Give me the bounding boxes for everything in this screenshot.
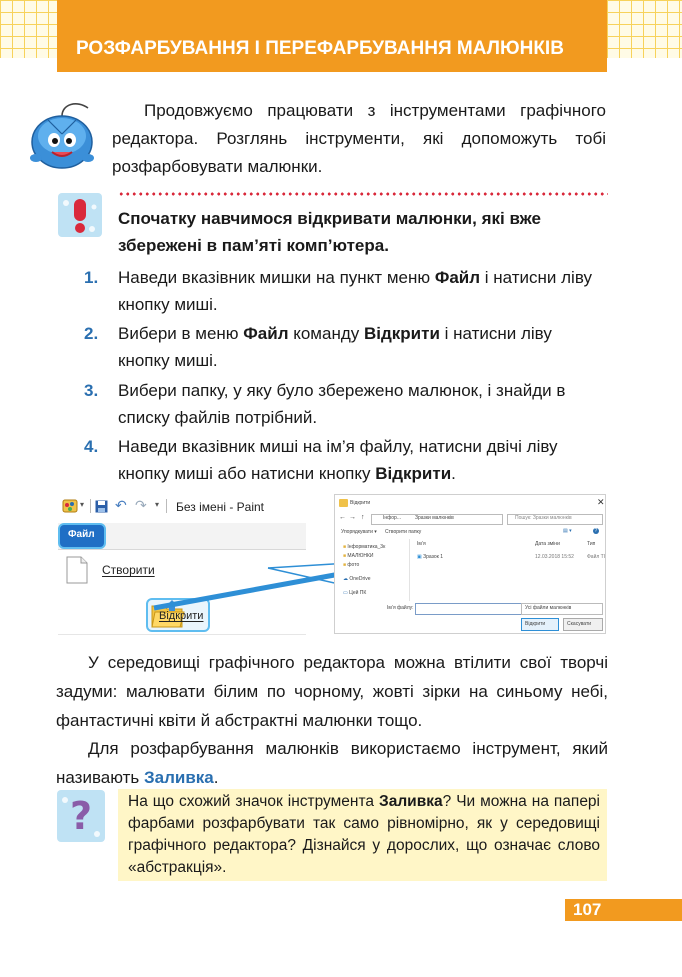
tree-item[interactable]: ■ фото <box>343 562 360 568</box>
cancel-button-label: Скасувати <box>567 621 592 627</box>
open-dialog-screenshot <box>334 494 606 634</box>
header-grid-right <box>607 0 682 58</box>
organize-button[interactable]: Упорядкувати ▾ <box>341 529 377 535</box>
step-2 <box>84 320 608 374</box>
search-placeholder: Пошук: Зразки малюнків <box>515 515 572 521</box>
help-icon[interactable]: ? <box>594 528 598 534</box>
callout-title-line1: Спочатку навчимося відкривати малюнки, які вже <box>118 209 541 228</box>
open-button-label: Відкрити <box>525 621 546 627</box>
intro-text: Продовжуємо працювати з інструментами графічного редактора. Розглянь інструменти, які допоможуть тобі розфарбовувати малюнки. <box>112 101 606 176</box>
forward-icon[interactable]: → <box>349 514 356 521</box>
fill-tool-name: Заливка <box>378 793 443 810</box>
step-number: 4. <box>84 437 99 456</box>
callout-title-line2: збережені в пам’яті комп’ютера. <box>118 236 389 255</box>
step-4 <box>84 433 608 487</box>
file-menu-label: Файл <box>68 529 95 540</box>
paragraph-1 <box>56 648 608 735</box>
question-icon <box>57 790 105 842</box>
step-text: Вибери в меню Файл команду Відкрити і натисни ліву кнопку миші. <box>118 324 552 370</box>
big-arrow <box>154 574 340 608</box>
view-options-icon[interactable]: ▤ ▾ <box>563 528 572 534</box>
save-icon[interactable] <box>95 500 108 513</box>
column-header-type[interactable]: Тип <box>587 541 596 547</box>
tree-item[interactable]: ☁ OneDrive <box>343 576 371 582</box>
step-1 <box>84 264 608 318</box>
svg-text:?: ? <box>69 794 93 838</box>
callout-title <box>118 205 598 259</box>
undo-icon[interactable]: ↶ <box>115 497 127 513</box>
back-icon[interactable]: ← <box>339 514 346 521</box>
path-segment[interactable]: Зразки малюнків <box>415 515 454 521</box>
redo-icon[interactable]: ↷ <box>135 497 147 513</box>
close-icon[interactable]: ✕ <box>597 497 605 507</box>
column-header-name[interactable]: Ім’я <box>417 541 426 547</box>
dotted-divider <box>118 192 608 196</box>
paragraph-2 <box>56 734 608 792</box>
create-menu-item[interactable]: Створити <box>102 563 155 577</box>
file-date: 12.03.2018 15:52 <box>535 554 574 560</box>
mouse-mascot-icon <box>22 96 112 176</box>
customize-toolbar-icon[interactable]: ▾ <box>155 500 160 509</box>
step-text: Вибери папку, у яку було збережено малюнок, і знайди в списку файлів потрібний. <box>118 381 566 427</box>
separator <box>166 499 167 513</box>
paint-app-icon <box>62 499 78 513</box>
file-type: Файл ТІ <box>587 554 606 560</box>
tree-item[interactable]: ■ МАЛЮНКИ <box>343 553 374 559</box>
file-row[interactable] <box>415 553 606 562</box>
page-title: РОЗФАРБУВАННЯ І ПЕРЕФАРБУВАННЯ МАЛЮНКІВ <box>76 38 564 59</box>
step-number: 2. <box>84 324 99 343</box>
fill-tool-name: Заливка <box>143 768 214 787</box>
step-number: 1. <box>84 268 99 287</box>
header-bar <box>57 0 607 72</box>
up-icon[interactable]: ↑ <box>361 514 365 521</box>
file-type-select-value: Усі файли малюнків <box>525 605 572 611</box>
paragraph-2-text: Для розфарбування малюнків використаємо інструмент, який називають Заливка. <box>56 739 608 787</box>
step-3 <box>84 377 608 431</box>
attention-icon <box>58 193 102 237</box>
intro-paragraph <box>112 97 606 181</box>
separator <box>90 499 91 513</box>
path-segment[interactable]: Інфор... <box>383 515 401 521</box>
paint-window-title: Без імені - Paint <box>176 500 265 514</box>
tree-item[interactable]: ■ Інформатика_3к <box>343 544 386 550</box>
new-file-icon <box>66 556 88 584</box>
dialog-title: Відкрити <box>350 500 371 506</box>
column-header-date[interactable]: Дата зміни <box>535 541 560 547</box>
step-number: 3. <box>84 381 99 400</box>
header-grid-left <box>0 0 57 58</box>
paragraph-1-text: У середовищі графічного редактора можна втілити свої творчі задуми: малювати білим по чорному, жовті зірки на синьому небі, фантастичні квіти й абстрактні малюнки тощо. <box>56 653 608 730</box>
chevron-down-icon[interactable]: ▾ <box>80 500 85 509</box>
step-text: Наведи вказівник мишки на пункт меню Файл і натисни ліву кнопку миші. <box>118 268 592 314</box>
open-menu-label: Відкрити <box>159 610 204 622</box>
tree-item[interactable]: ▭ Цей ПК <box>343 590 367 596</box>
question-text: На що схожий значок інструмента Заливка? Чи можна на папері фарбами розфарбувати так само рівномірно, як у середовищі графічного редактора? Дізнайся у дорослих, що означає слово «абстракція». <box>128 793 600 876</box>
file-name[interactable]: ▣ Зразок 1 <box>417 554 444 560</box>
page-number: 107 <box>573 900 602 919</box>
new-folder-button[interactable]: Створити папку <box>385 529 422 535</box>
filename-label: Ім’я файлу: <box>387 605 414 611</box>
step-text: Наведи вказівник миші на ім’я файлу, натисни двічі ліву кнопку миші або натисни кнопку Відкрити. <box>118 437 558 483</box>
dialog-app-icon <box>339 499 348 507</box>
